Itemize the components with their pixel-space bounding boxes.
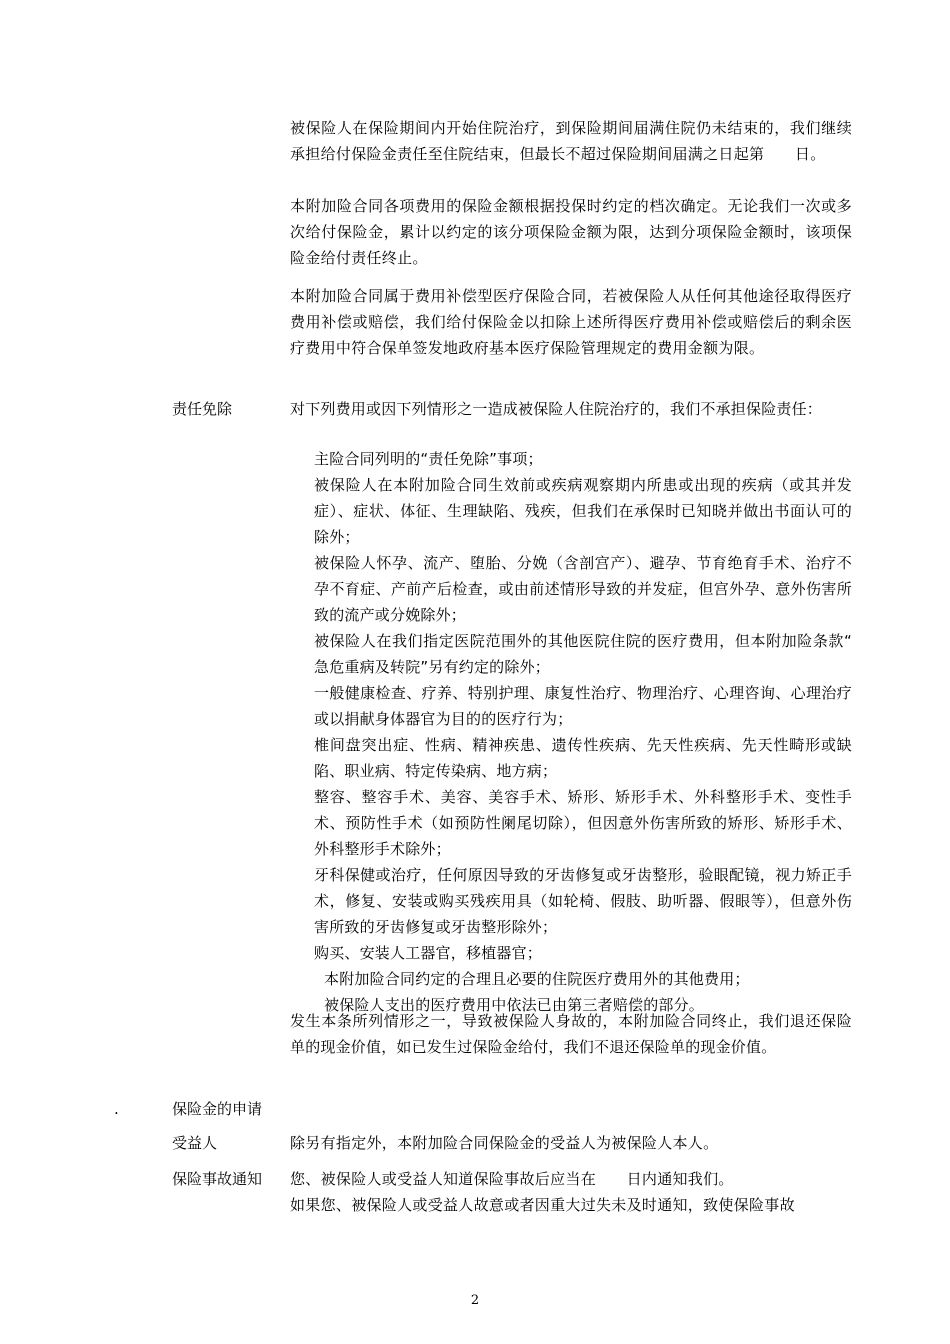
exclusion-item: 本附加险合同约定的合理且必要的住院医疗费用外的其他费用； [324, 970, 750, 988]
exclusions-list [314, 446, 883, 1018]
exclusions-intro: 对下列费用或因下列情形之一造成被保险人住院治疗的，我们不承担保险责任： [290, 400, 823, 418]
exclusion-item: 购买、安装人工器官，移植器官； [314, 944, 543, 962]
beneficiary-text: 除另有指定外，本附加险合同保险金的受益人为被保险人本人。 [290, 1134, 719, 1152]
section-bullet: . [114, 1100, 119, 1118]
notice-text-2: 如果您、被保险人或受益人故意或者因重大过失未及时通知，致使保险事故 [290, 1196, 795, 1214]
exclusion-item: 整容、整容手术、美容、美容手术、矫形、矫形手术、外科整形手术、变性手术、预防性手术（如预防性阑尾切除），但因意外伤害所致的矫形、矫形手术、外科整形手术除外； [314, 788, 852, 858]
page-number: 2 [470, 1293, 480, 1308]
exclusion-item: 被保险人怀孕、流产、堕胎、分娩（含剖宫产）、避孕、节育绝育手术、治疗不孕不育症、产前产后检查，或由前述情形导致的并发症，但宫外孕、意外伤害所致的流产或分娩除外； [314, 554, 852, 624]
exclusion-item: 椎间盘突出症、性病、精神疾患、遗传性疾病、先天性疾病、先天性畸形或缺陷、职业病、特定传染病、地方病； [314, 736, 852, 780]
exclusion-item: 被保险人支出的医疗费用中依法已由第三者赔偿的部分。 [324, 996, 705, 1014]
exclusion-item: 被保险人在我们指定医院范围外的其他医院住院的医疗费用，但本附加险条款“ 急危重病及转院”另有约定的除外； [314, 632, 883, 676]
paragraph-hospital-period: 被保险人在保险期间内开始住院治疗，到保险期间届满住院仍未结束的，我们继续承担给付保险金责任至住院结束，但最长不超过保险期间届满之日起第 日。 [290, 119, 852, 163]
exclusion-item: 牙科保健或治疗，任何原因导致的牙齿修复或牙齿整形，验眼配镜，视力矫正手术，修复、安装或购买残疾用具（如轮椅、假肢、助听器、假眼等），但意外伤害所致的牙齿修复或牙齿整形除外； [314, 866, 852, 936]
exclusion-item: 被保险人在本附加险合同生效前或疾病观察期内所患或出现的疾病（或其并发症）、症状、体征、生理缺陷、残疾，但我们在承保时已知晓并做出书面认可的除外； [314, 476, 852, 546]
paragraph-compensation-type: 本附加险合同属于费用补偿型医疗保险合同，若被保险人从任何其他途径取得医疗费用补偿或赔偿，我们给付保险金以扣除上述所得医疗费用补偿或赔偿后的剩余医疗费用中符合保单签发地政府基本医疗保险管理规定的费用金额为限。 [290, 287, 852, 357]
exclusions-closing: 发生本条所列情形之一，导致被保险人身故的，本附加险合同终止，我们退还保险单的现金价值，如已发生过保险金给付，我们不退还保险单的现金价值。 [290, 1012, 852, 1056]
claims-heading: 保险金的申请 [172, 1100, 263, 1118]
exclusion-item: 主险合同列明的“责任免除”事项； [314, 450, 543, 468]
notice-label: 保险事故通知 [172, 1170, 263, 1188]
exclusion-item: 一般健康检查、疗养、特别护理、康复性治疗、物理治疗、心理咨询、心理治疗或以捐献身体器官为目的的医疗行为； [314, 684, 852, 728]
beneficiary-label: 受益人 [172, 1134, 218, 1152]
notice-text-1: 您、被保险人或受益人知道保险事故后应当在 日内通知我们。 [290, 1170, 734, 1188]
paragraph-sum-insured: 本附加险合同各项费用的保险金额根据投保时约定的档次确定。无论我们一次或多次给付保险金，累计以约定的该分项保险金额为限，达到分项保险金额时，该项保险金给付责任终止。 [290, 197, 852, 267]
exclusions-label: 责任免除 [172, 400, 233, 418]
